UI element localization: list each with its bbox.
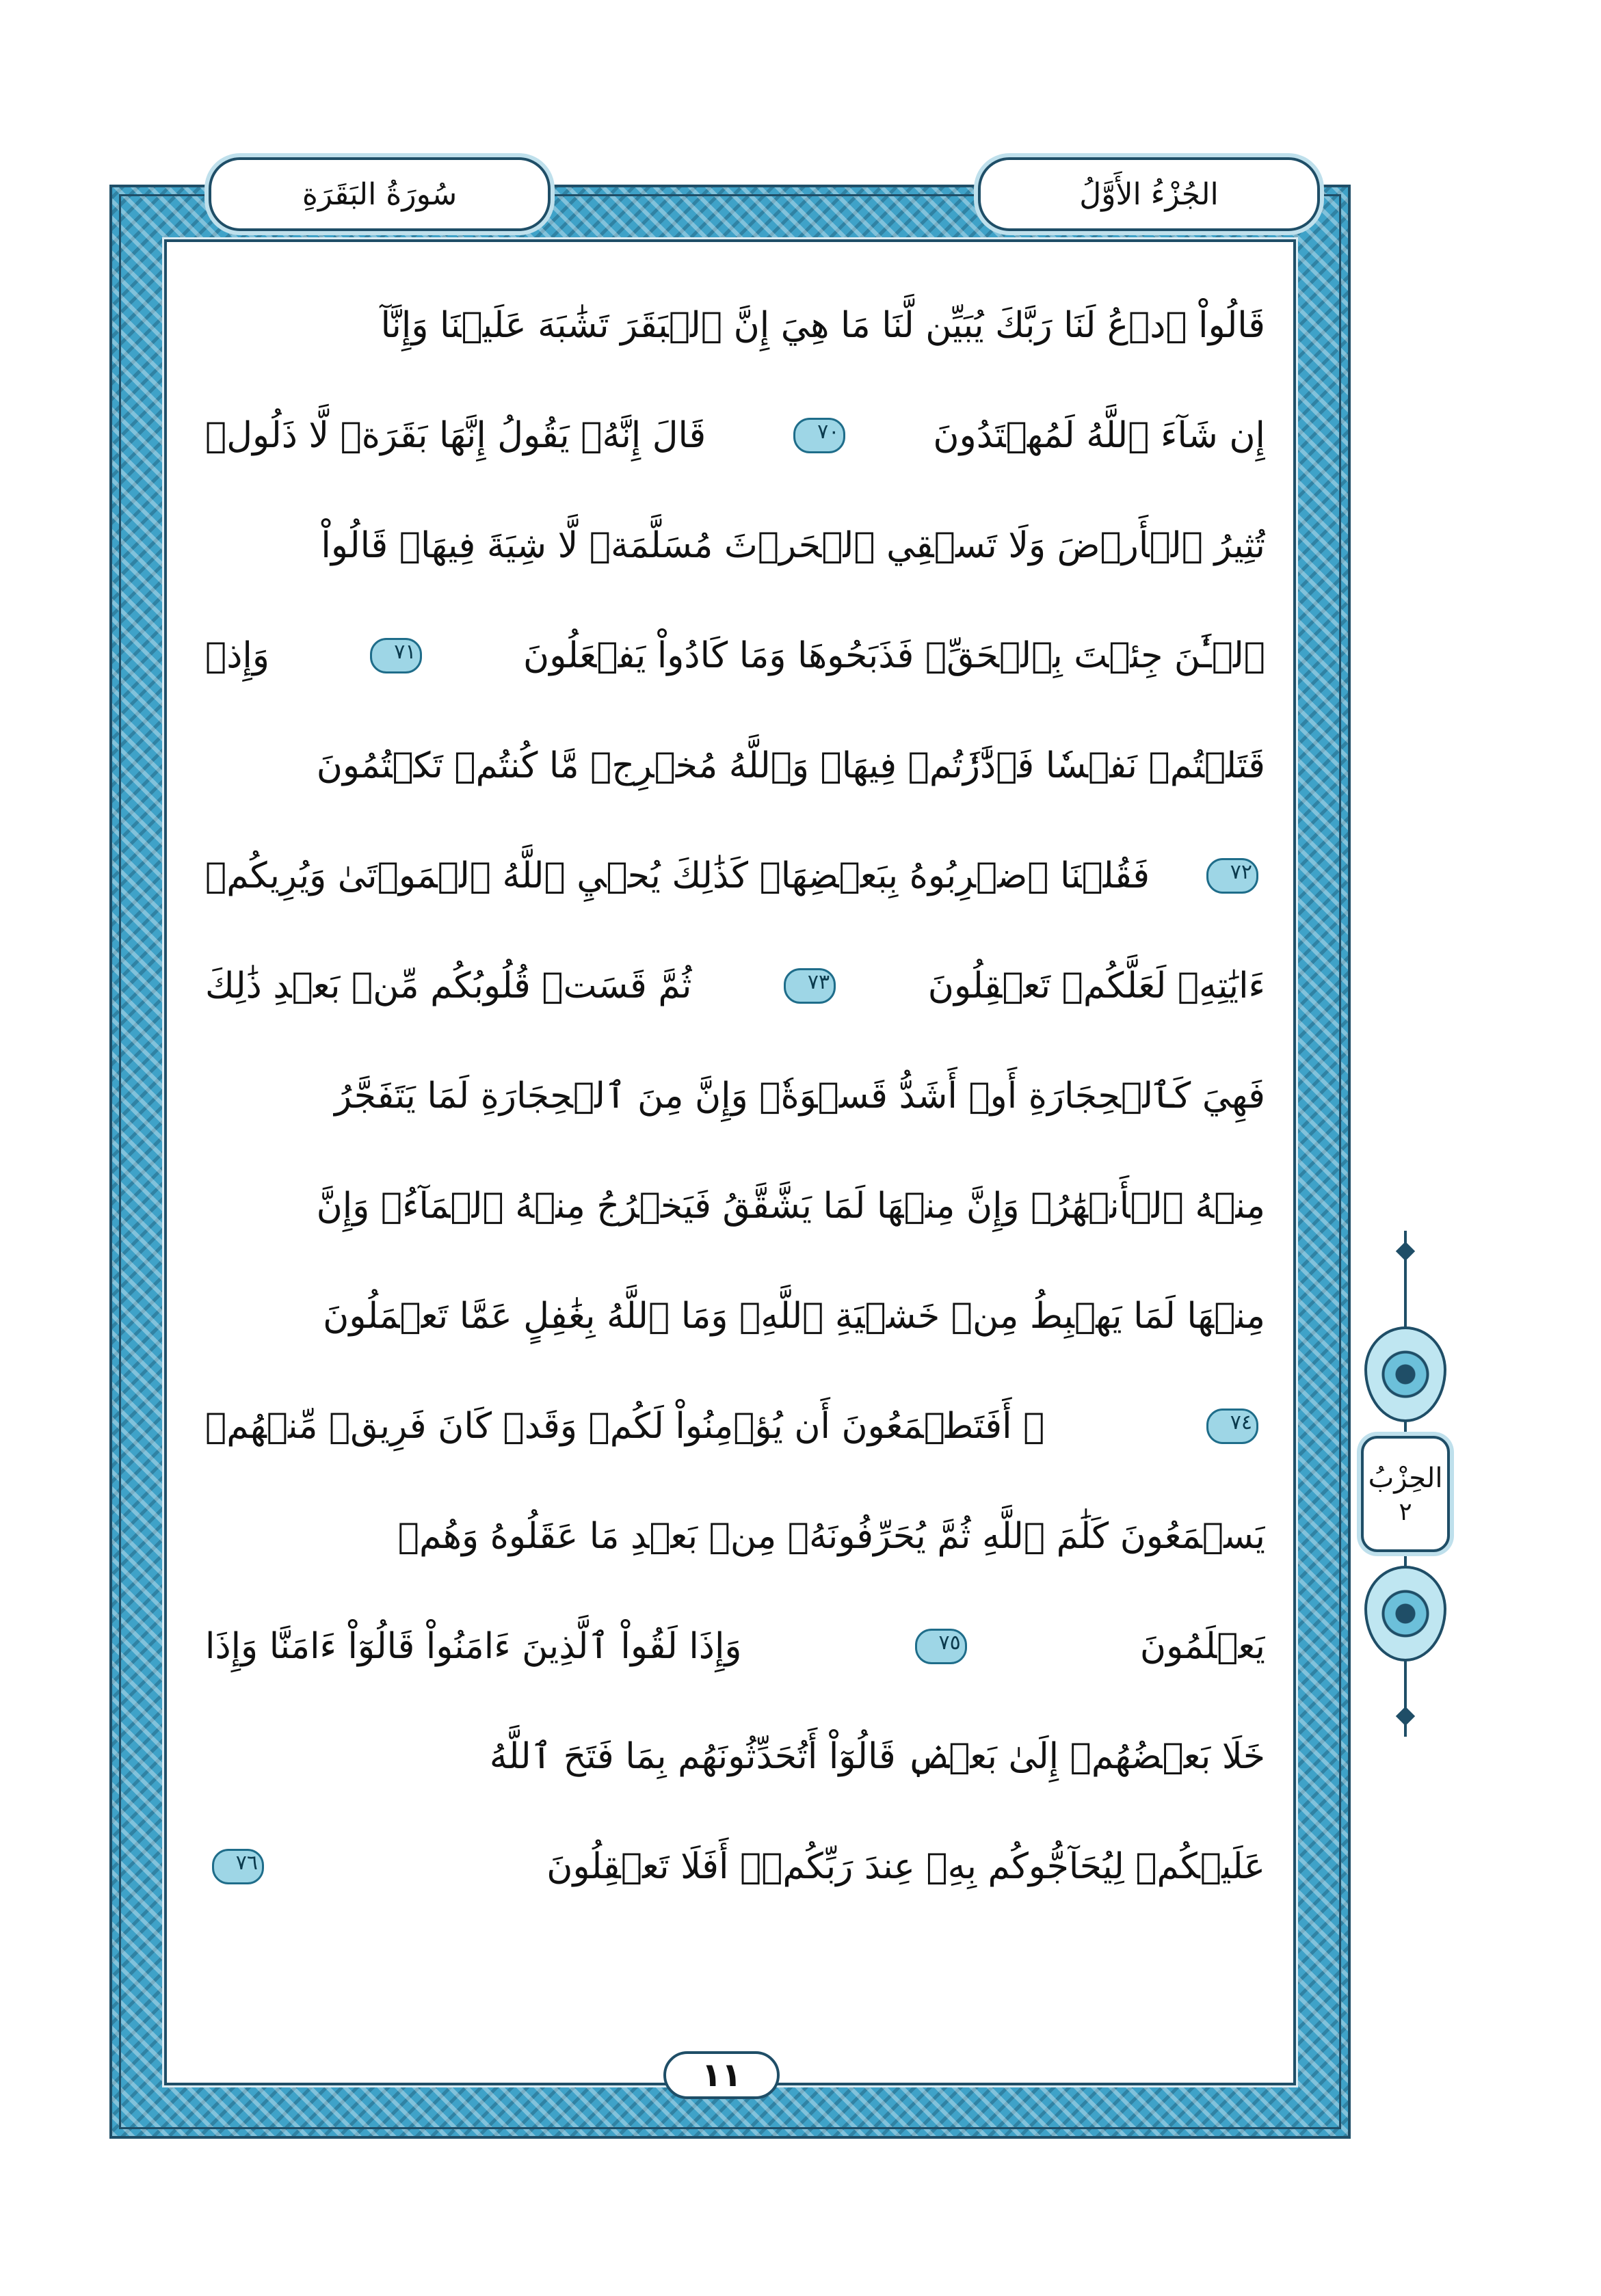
verse-line-4 [205,600,1265,710]
ornament-medallion-bottom [1364,1566,1446,1661]
line-text-continued: فَقُلۡنَا ٱضۡرِبُوهُ بِبَعۡضِهَاۚ كَذَٰلِكَ يُحۡيِ ٱللَّهُ ٱلۡمَوۡتَىٰ وَيُرِيكُمۡ [205,855,1150,896]
line-text: خَلَا بَعۡضُهُمۡ إِلَىٰ بَعۡضٖ قَالُوٓاْ أَتُحَدِّثُونَهُم بِمَا فَتَحَ ٱللَّهُ [489,1735,1265,1777]
line-text-continued: ثُمَّ قَسَتۡ قُلُوبُكُم مِّنۢ بَعۡدِ ذَٰلِكَ [205,965,692,1006]
line-text: يَعۡلَمُونَ [1139,1625,1265,1667]
verse-line-7 [205,931,1265,1041]
verse-line-9 [205,1151,1265,1261]
verse-line-6 [205,820,1265,931]
line-text: مِنۡهَا لَمَا يَهۡبِطُ مِنۡ خَشۡيَةِ ٱللَّهِۗ وَمَا ٱللَّهُ بِغَٰفِلٍ عَمَّا تَعۡمَلُونَ [323,1295,1265,1337]
hizb-marginal-ornament [1361,1231,1450,1737]
ornament-tip-top [1396,1242,1415,1261]
line-text-continued: وَإِذۡ [205,635,269,676]
ayah-number-marker: ٧٦ [212,1849,264,1884]
ayah-number-marker: ٧١ [370,638,422,673]
verse-line-8 [205,1041,1265,1151]
line-text: يَسۡمَعُونَ كَلَٰمَ ٱللَّهِ ثُمَّ يُحَرِّفُونَهُۥ مِنۢ بَعۡدِ مَا عَقَلُوهُ وَهُمۡ [397,1515,1265,1557]
ayah-number-marker: ٧٣ [784,968,836,1004]
verse-line-14 [205,1701,1265,1811]
ayah-number-marker: ٧٥ [915,1629,967,1664]
line-text: عَلَيۡكُمۡ لِيُحَآجُّوكُم بِهِۦ عِندَ رَبِّكُمۡۚ أَفَلَا تَعۡقِلُونَ [546,1845,1265,1887]
line-text: ٱلۡـَٰٔنَ جِئۡتَ بِٱلۡحَقِّۚ فَذَبَحُوهَا وَمَا كَادُواْ يَفۡعَلُونَ [523,635,1265,676]
page-number: ١١ [701,2056,742,2094]
line-text: مِنۡهُ ٱلۡأَنۡهَٰرُۚ وَإِنَّ مِنۡهَا لَمَا يَشَّقَّقُ فَيَخۡرُجُ مِنۡهُ ٱلۡمَآءُۚ وَإِنَّ [316,1185,1265,1227]
line-text: فَهِيَ كَٱلۡحِجَارَةِ أَوۡ أَشَدُّ قَسۡوَةٗۚ وَإِنَّ مِنَ ٱلۡحِجَارَةِ لَمَا يَتَفَجَّرُ [334,1075,1265,1117]
ayah-number-marker: ٧٢ [1206,858,1258,894]
hizb-number: ٢ [1399,1497,1412,1526]
verse-line-10 [205,1261,1265,1371]
verse-line-11 [205,1371,1265,1481]
hizb-label: الحِزْبُ [1368,1462,1443,1494]
line-text: إِن شَآءَ ٱللَّهُ لَمُهۡتَدُونَ [933,414,1265,456]
ayah-number-marker: ٧٤ [1206,1409,1258,1444]
surah-name-cartouche [209,157,551,231]
verse-line-5 [205,710,1265,820]
line-text: تُثِيرُ ٱلۡأَرۡضَ وَلَا تَسۡقِي ٱلۡحَرۡثَ مُسَلَّمَةٞ لَّا شِيَةَ فِيهَاۚ قَالُواْ [321,524,1265,566]
ornament-medallion-top [1364,1326,1446,1422]
line-text: قَتَلۡتُمۡ نَفۡسٗا فَٱدَّٰرَٰٔتُمۡ فِيهَاۖ وَٱللَّهُ مُخۡرِجٞ مَّا كُنتُمۡ تَكۡتُمُونَ [316,745,1265,786]
verse-line-1 [205,270,1265,380]
ayah-number-marker: ٧٠ [793,418,845,453]
hizb-label-box [1361,1436,1450,1552]
verse-text-block [205,270,1265,2061]
verse-line-13 [205,1591,1265,1701]
surah-name: سُورَةُ البَقَرَةِ [302,176,458,212]
line-text: قَالُواْ ٱدۡعُ لَنَا رَبَّكَ يُبَيِّن لَّنَا مَا هِيَ إِنَّ ٱلۡبَقَرَ تَشَٰبَهَ عَلَيۡنَا وَإِنَّآ [380,304,1265,346]
verse-line-12 [205,1481,1265,1591]
line-text-continued: ۞ أَفَتَطۡمَعُونَ أَن يُؤۡمِنُواْ لَكُمۡ وَقَدۡ كَانَ فَرِيقٞ مِّنۡهُمۡ [205,1405,1045,1447]
line-text-continued: قَالَ إِنَّهُۥ يَقُولُ إِنَّهَا بَقَرَةٞ لَّا ذَلُولٞ [205,414,706,456]
juz-name: الجُزْءُ الأَوَّلُ [1079,176,1219,212]
juz-name-cartouche [978,157,1320,231]
verse-line-15 [205,1811,1265,1921]
line-text: ءَايَٰتِهِۦ لَعَلَّكُمۡ تَعۡقِلُونَ [927,965,1265,1006]
verse-line-3 [205,490,1265,600]
verse-line-2 [205,380,1265,490]
page-number-badge [663,2051,780,2099]
ornament-tip-bottom [1396,1707,1415,1726]
line-text-continued: وَإِذَا لَقُواْ ٱلَّذِينَ ءَامَنُواْ قَالُوٓاْ ءَامَنَّا وَإِذَا [205,1625,742,1667]
